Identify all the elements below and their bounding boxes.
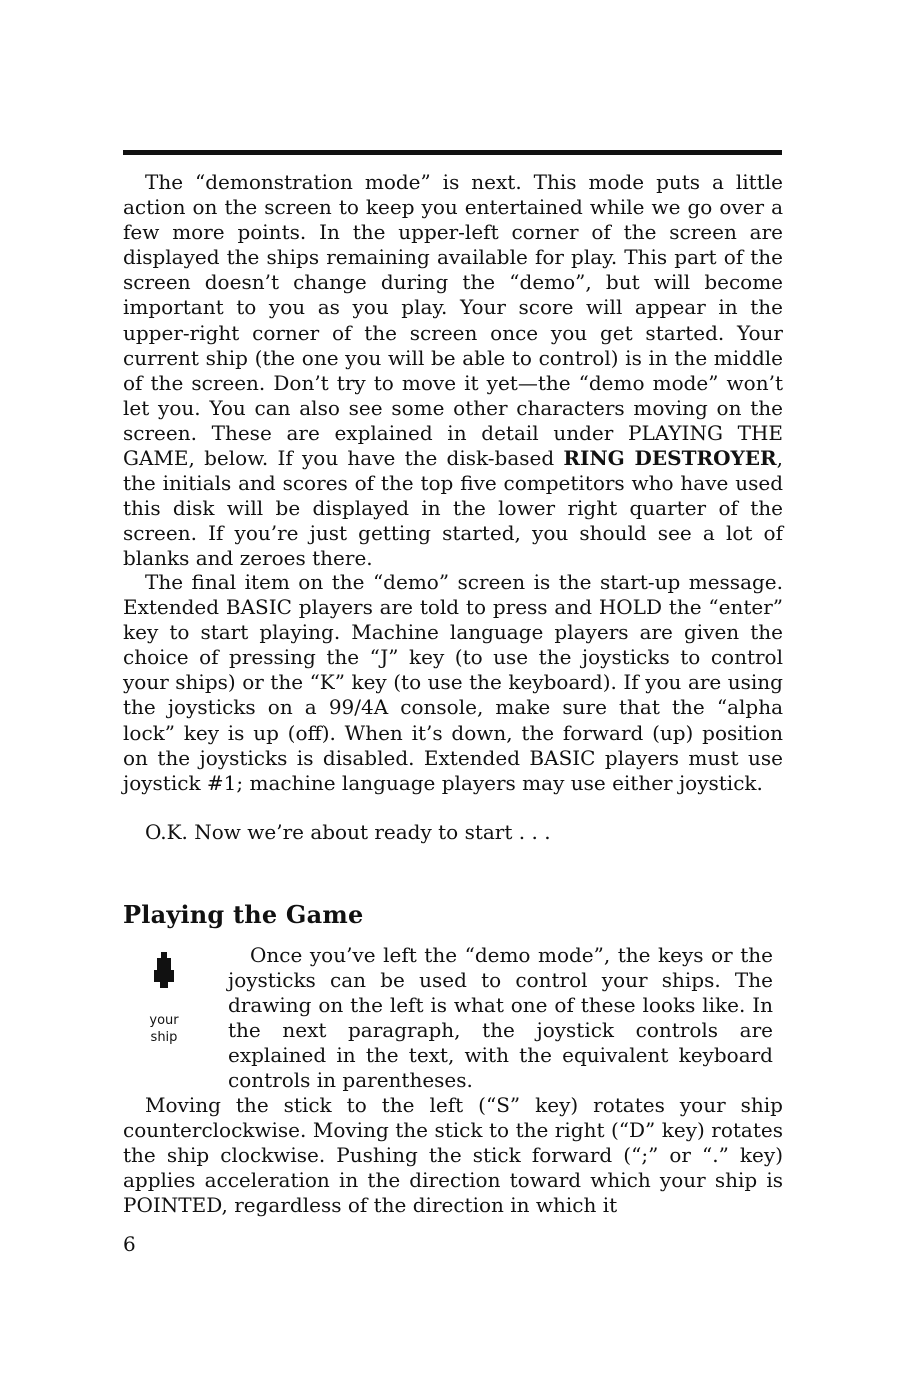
ship-caption-your: your bbox=[149, 1013, 179, 1028]
ship-figure bbox=[140, 952, 188, 1046]
ship-caption-ship: ship bbox=[150, 1030, 178, 1045]
playing-intro-paragraph: Once you’ve left the “demo mode”, the keys or the joysticks can be used to control your ships. The drawing on the left is what one of these looks like. In the next paragraph, the joystick controls are explained in the text, with the equivalent keyboard controls in parentheses. bbox=[228, 943, 773, 1093]
startup-message-text: The final item on the “demo” screen is the start-up message. Extended BASIC players are told to press and HOLD the “enter” key to start playing. Machine language players are given the choice of pressing the “J” key (to use the joysticks to control your ships) or the “K” key (to use the keyboard). If you are using the joysticks on a 99/4A console, make sure that the “alpha lock” key is up (off). When it’s down, the forward (up) position on the joysticks is disabled. Extended BASIC players must use joystick #1; machine language players may use either joystick. bbox=[123, 570, 783, 795]
ship-icon bbox=[152, 952, 176, 1012]
startup-message-paragraph bbox=[123, 570, 783, 796]
ready-paragraph bbox=[123, 820, 783, 845]
demo-mode-paragraph bbox=[123, 170, 783, 572]
demo-mode-text-a: The “demonstration mode” is next. This mode puts a little action on the screen to keep you entertained while we go over a few more points. In the upper-left corner of the screen are displayed the ships remaining available for play. This part of the screen doesn’t change during the “demo”, but will become important to you as you play. Your score will appear in the upper-right corner of the screen once you get started. Your current ship (the one you will be able to control) is in the middle of the screen. Don’t try to move it yet—the “demo mode” won’t let you. You can also see some other characters moving on the screen. These are explained in detail under PLAYING THE GAME, below. If you have the disk-based bbox=[123, 170, 783, 471]
page-number: 6 bbox=[123, 1232, 136, 1256]
top-rule bbox=[123, 150, 782, 155]
section-heading: Playing the Game bbox=[123, 900, 364, 929]
demo-mode-text-b: , the initials and scores of the top five competitors who have used this disk will be displayed in the lower right quarter of the screen. If you’re just getting started, you should see a lot of blanks and zeroes there. bbox=[123, 446, 783, 571]
moving-paragraph bbox=[123, 1093, 783, 1218]
ring-destroyer-title: RING DESTROYER bbox=[563, 446, 777, 471]
moving-text: Moving the stick to the left (“S” key) rotates your ship counterclockwise. Moving the stick to the right (“D” key) rotates the ship clockwise. Pushing the stick forward (“;” or “.” key) applies acceleration in the direction toward which your ship is POINTED, regardless of the direction in which it bbox=[123, 1093, 783, 1218]
ready-text: O.K. Now we’re about ready to start . . . bbox=[145, 820, 551, 844]
